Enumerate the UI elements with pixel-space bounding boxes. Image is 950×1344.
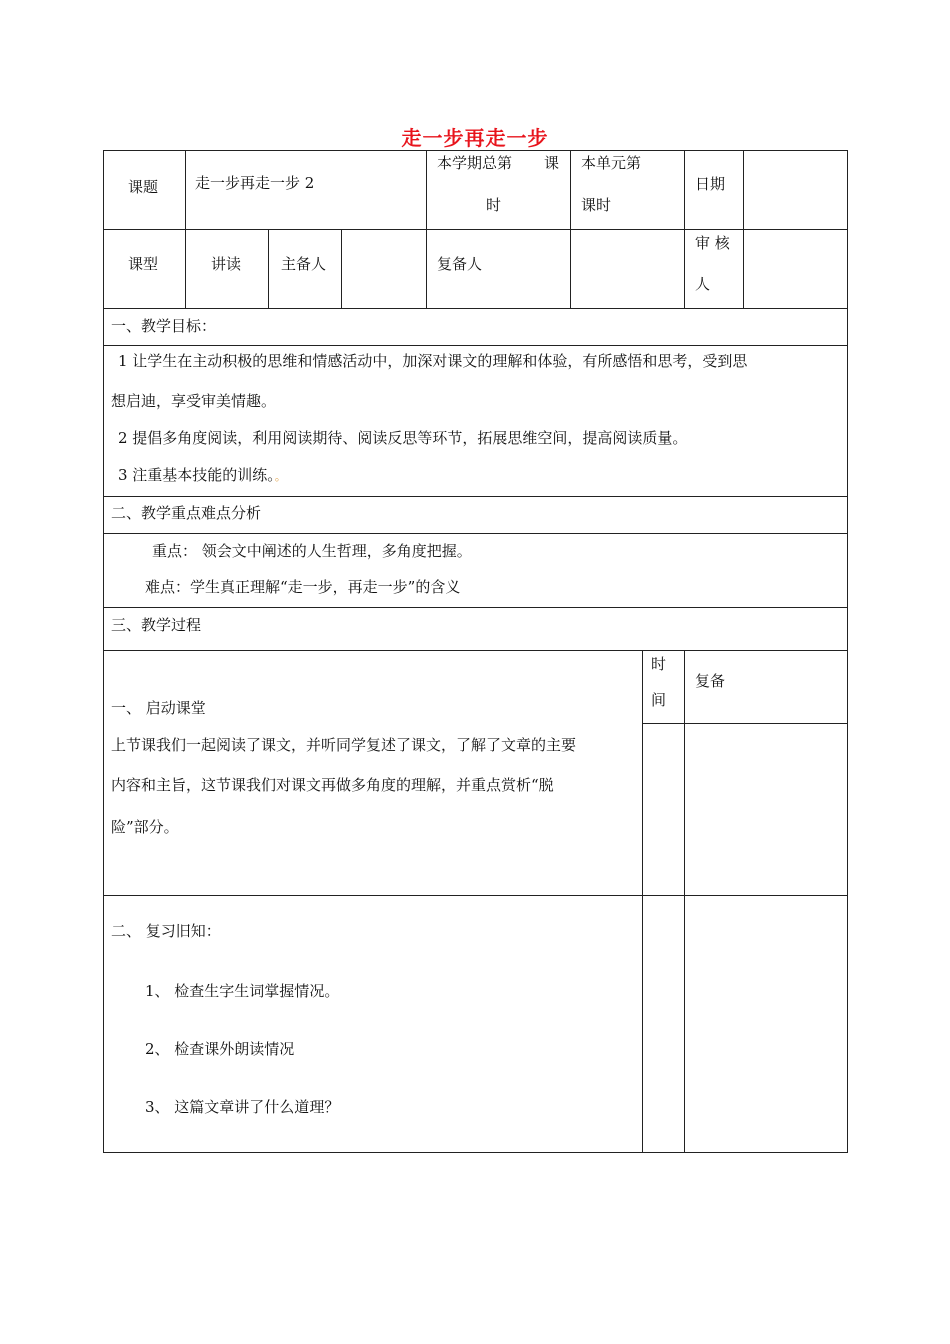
- step-2-item-3: 3、 这篇文章讲了什么道理？: [145, 1098, 340, 1116]
- semester-label-tail: 课: [544, 154, 560, 172]
- goal-1-line-1: 1 让学生在主动积极的思维和情感活动中，加深对课文的理解和体验，有所感悟和思考，受到思: [118, 352, 748, 370]
- row-divider: [642, 723, 848, 724]
- col-divider: [684, 150, 685, 230]
- semester-label-line2: 时: [486, 196, 502, 214]
- step-1-title: 一、 启动课堂: [111, 699, 206, 717]
- table-border-right: [847, 150, 848, 1153]
- type-value: 讲读: [211, 255, 242, 273]
- row-divider: [103, 308, 848, 309]
- col-divider: [642, 650, 643, 1153]
- row-divider: [103, 496, 848, 497]
- row-divider: [103, 229, 848, 230]
- col-divider: [743, 150, 744, 230]
- preparer-label: 主备人: [281, 255, 327, 273]
- col-divider: [743, 229, 744, 309]
- date-label: 日期: [695, 175, 726, 193]
- col-divider: [684, 650, 685, 1153]
- col-divider: [570, 229, 571, 309]
- section-heading-goals: 一、教学目标：: [111, 317, 217, 335]
- step-2-item-1: 1、 检查生字生词掌握情况。: [145, 982, 340, 1000]
- row-divider: [103, 650, 848, 651]
- step-1-line-2: 内容和主旨，这节课我们对课文再做多角度的理解，并重点赏析“脱: [111, 776, 554, 794]
- col-divider: [185, 229, 186, 309]
- col-divider: [268, 229, 269, 309]
- row-divider: [103, 345, 848, 346]
- col-divider: [684, 229, 685, 309]
- unit-label: 本单元第: [581, 154, 642, 172]
- step-1-line-1: 上节课我们一起阅读了课文，并听同学复述了课文，了解了文章的主要: [111, 736, 577, 754]
- col-divider: [570, 150, 571, 230]
- review-column-label: 复备: [695, 672, 726, 690]
- keti-label: 课题: [128, 178, 159, 196]
- row-divider: [103, 895, 848, 896]
- auditor-label-line2: 人: [695, 275, 711, 293]
- auditor-label: 审 核: [695, 234, 730, 252]
- table-border-bottom: [103, 1152, 848, 1153]
- key-point: 重点： 领会文中阐述的人生哲理，多角度把握。: [152, 542, 472, 560]
- goal-2: 2 提倡多角度阅读，利用阅读期待、阅读反思等环节，拓展思维空间，提高阅读质量。: [118, 429, 688, 447]
- section-heading-key-points: 二、教学重点难点分析: [111, 504, 262, 522]
- row-divider: [103, 533, 848, 534]
- time-column-label-line2: 间: [651, 691, 667, 709]
- col-divider: [426, 150, 427, 230]
- semester-label: 本学期总第: [437, 154, 513, 172]
- goal-3-tail: 。: [274, 470, 286, 483]
- unit-label-line2: 课时: [581, 196, 612, 214]
- col-divider: [341, 229, 342, 309]
- type-label: 课型: [128, 255, 159, 273]
- col-divider: [185, 150, 186, 230]
- step-2-item-2: 2、 检查课外朗读情况: [145, 1040, 295, 1058]
- step-2-title: 二、 复习旧知：: [111, 922, 221, 940]
- time-column-label: 时: [651, 655, 667, 673]
- step-1-line-3: 险”部分。: [111, 818, 179, 836]
- table-border-top: [103, 150, 848, 151]
- row-divider: [103, 607, 848, 608]
- document-title: 走一步再走一步: [401, 126, 549, 150]
- goal-3-text: 3 注重基本技能的训练。: [118, 466, 275, 484]
- goal-1-line-2: 想启迪，享受审美情趣。: [111, 392, 277, 410]
- reviewer-label: 复备人: [437, 255, 483, 273]
- col-divider: [426, 229, 427, 309]
- table-border-left: [103, 150, 104, 1153]
- section-heading-process: 三、教学过程: [111, 616, 202, 634]
- difficulty-point: 难点：学生真正理解“走一步，再走一步”的含义: [145, 578, 461, 596]
- keti-value: 走一步再走一步 2: [195, 174, 315, 192]
- goal-3: [118, 465, 286, 487]
